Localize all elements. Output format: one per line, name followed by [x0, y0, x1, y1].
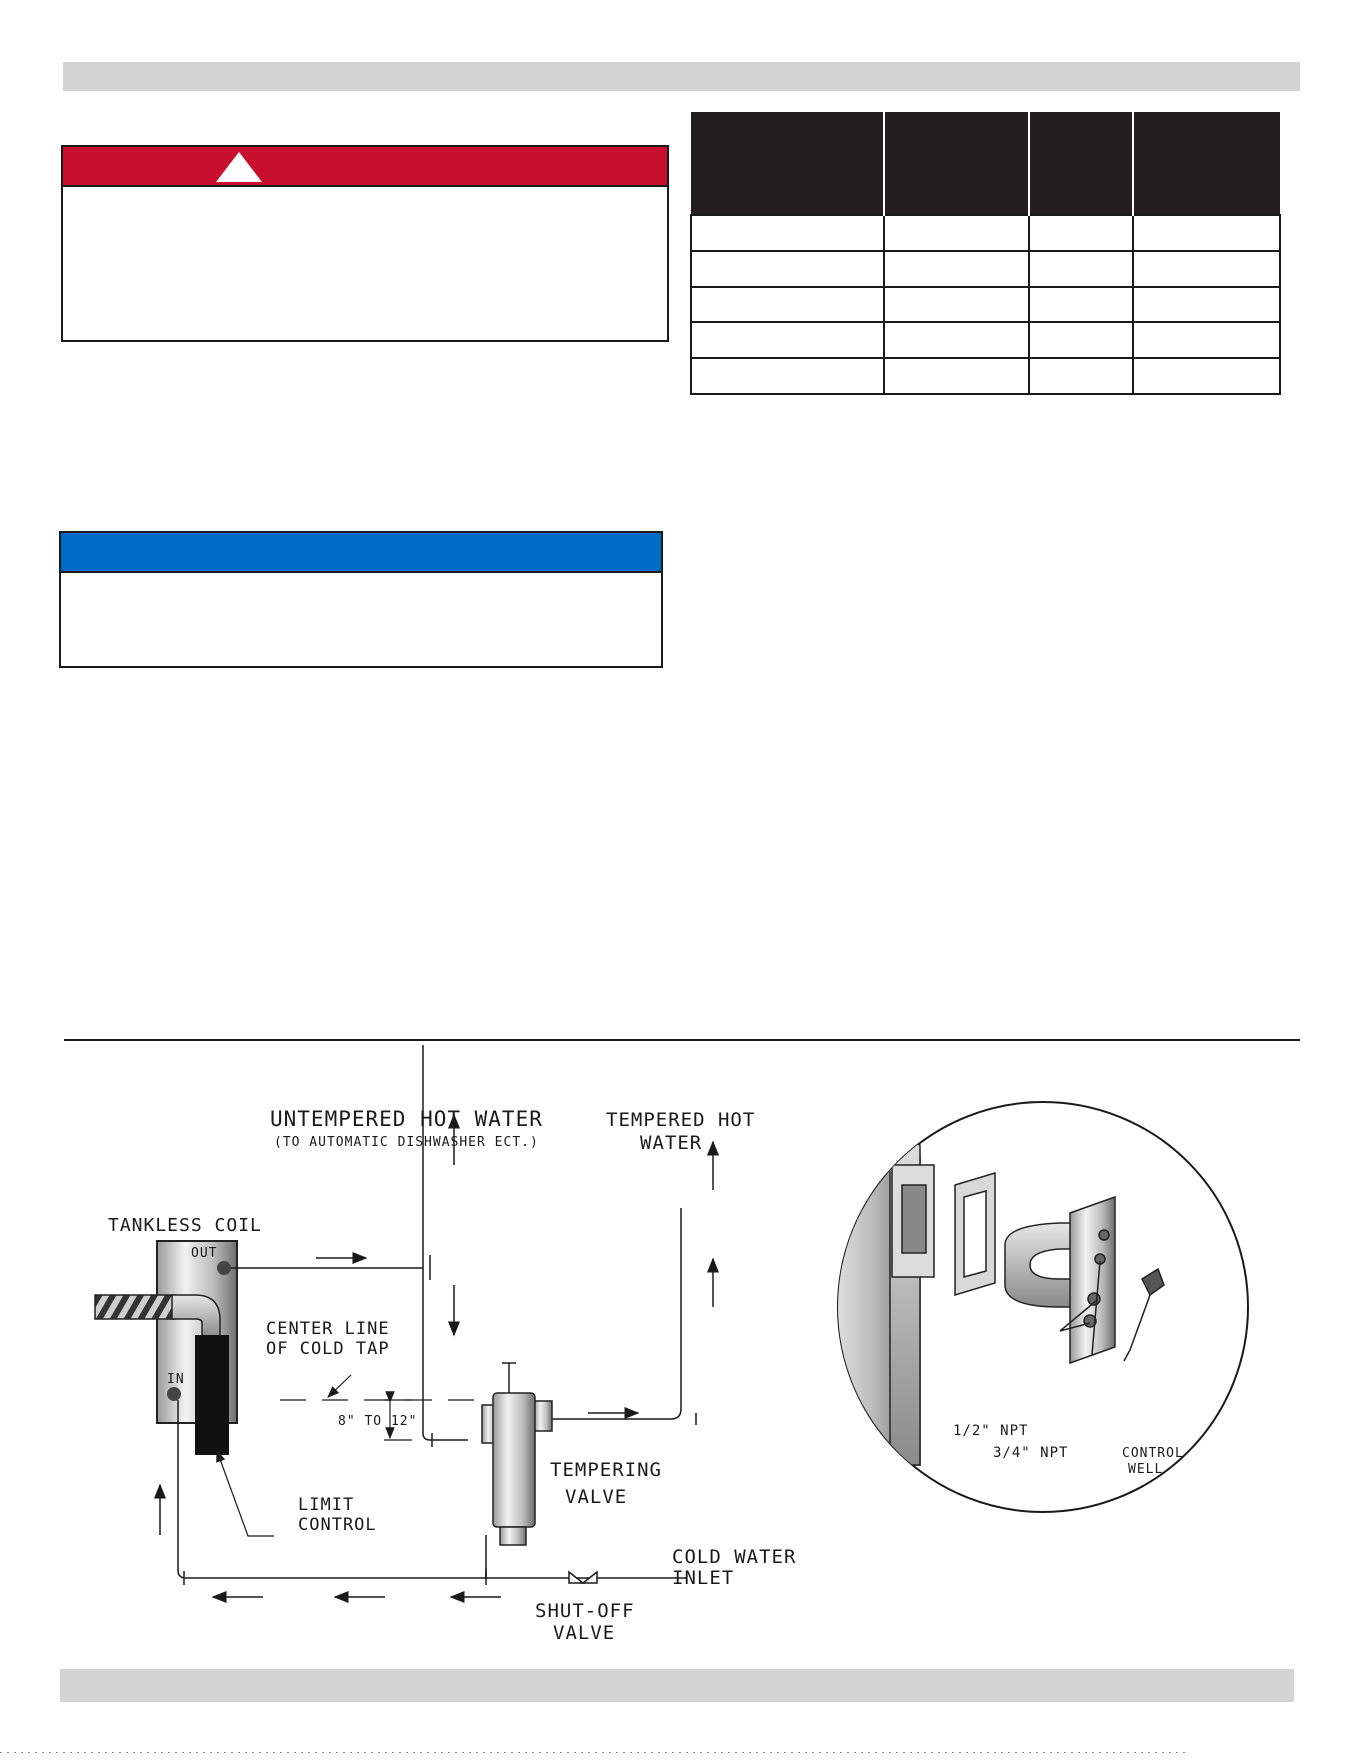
tempering-valve-label: TEMPERING [550, 1459, 662, 1481]
table-cell [1133, 322, 1280, 358]
section-divider [64, 1039, 1300, 1041]
table-row [691, 251, 1280, 287]
center-line-label: CENTER LINE [266, 1319, 390, 1339]
table-row [691, 215, 1280, 251]
spec-table [690, 112, 1281, 395]
table-cell [691, 215, 884, 251]
shutoff-label-line2: VALVE [553, 1622, 616, 1644]
in-label: IN [167, 1372, 185, 1387]
table-cell [1029, 358, 1133, 394]
in-port [167, 1387, 181, 1401]
table-cell [691, 251, 884, 287]
tempered-label: TEMPERED HOT [606, 1109, 756, 1131]
cold-water-label: COLD WATER [672, 1546, 797, 1568]
cold-water-label-line2: INLET [672, 1567, 735, 1589]
untempered-sublabel: (TO AUTOMATIC DISHWASHER ECT.) [274, 1135, 539, 1150]
piping-schematic [95, 1045, 796, 1644]
header-bar [63, 62, 1300, 91]
table-cell [1029, 322, 1133, 358]
table-cell [691, 322, 884, 358]
warning-header [63, 147, 667, 187]
footer-bar [60, 1669, 1294, 1702]
table-cell [1133, 251, 1280, 287]
untempered-label: UNTEMPERED HOT WATER [270, 1107, 543, 1131]
table-cell [1133, 358, 1280, 394]
control-well-label: CONTROL [1122, 1446, 1184, 1461]
table-header-cell [1029, 112, 1133, 215]
table-cell [884, 215, 1029, 251]
tempered-label-line2: WATER [640, 1132, 703, 1154]
out-port [217, 1261, 231, 1275]
table-header-cell [691, 112, 884, 215]
table-header-cell [1133, 112, 1280, 215]
page-edge-marks [0, 1752, 1361, 1761]
notice-box [59, 531, 663, 668]
table-cell [691, 287, 884, 323]
coil-exploded-view [760, 1045, 1248, 1512]
warning-triangle-icon [216, 152, 262, 182]
out-label: OUT [191, 1246, 218, 1261]
warning-box [61, 145, 669, 342]
table-cell [1029, 251, 1133, 287]
dimension-label: 8" TO 12" [338, 1414, 418, 1429]
table-cell [1133, 287, 1280, 323]
tankless-coil [95, 1241, 237, 1455]
control-well-label-line2: WELL [1128, 1462, 1164, 1477]
table-cell [1029, 215, 1133, 251]
center-line-label-line2: OF COLD TAP [266, 1339, 390, 1359]
piping-diagram [60, 1045, 1300, 1665]
table-row [691, 287, 1280, 323]
table-row [691, 358, 1280, 394]
table-row [691, 322, 1280, 358]
table-cell [1133, 215, 1280, 251]
tempering-valve [482, 1363, 552, 1545]
table-cell [691, 358, 884, 394]
table-cell [884, 251, 1029, 287]
table-cell [1029, 287, 1133, 323]
shutoff-label: SHUT-OFF [535, 1600, 635, 1622]
tankless-coil-label: TANKLESS COIL [108, 1215, 262, 1236]
tempering-valve-label-line2: VALVE [565, 1486, 628, 1508]
limit-control-label-line2: CONTROL [298, 1515, 377, 1535]
limit-control-body [195, 1335, 229, 1455]
npt-three-quarter-label: 3/4" NPT [993, 1445, 1069, 1461]
table-cell [884, 322, 1029, 358]
table-header-cell [884, 112, 1029, 215]
notice-header [61, 533, 661, 573]
npt-half-label: 1/2" NPT [953, 1423, 1029, 1439]
table-header-row [691, 112, 1280, 215]
limit-control-label: LIMIT [298, 1495, 355, 1515]
table-cell [884, 358, 1029, 394]
flow-arrows [160, 1115, 713, 1597]
table-cell [884, 287, 1029, 323]
